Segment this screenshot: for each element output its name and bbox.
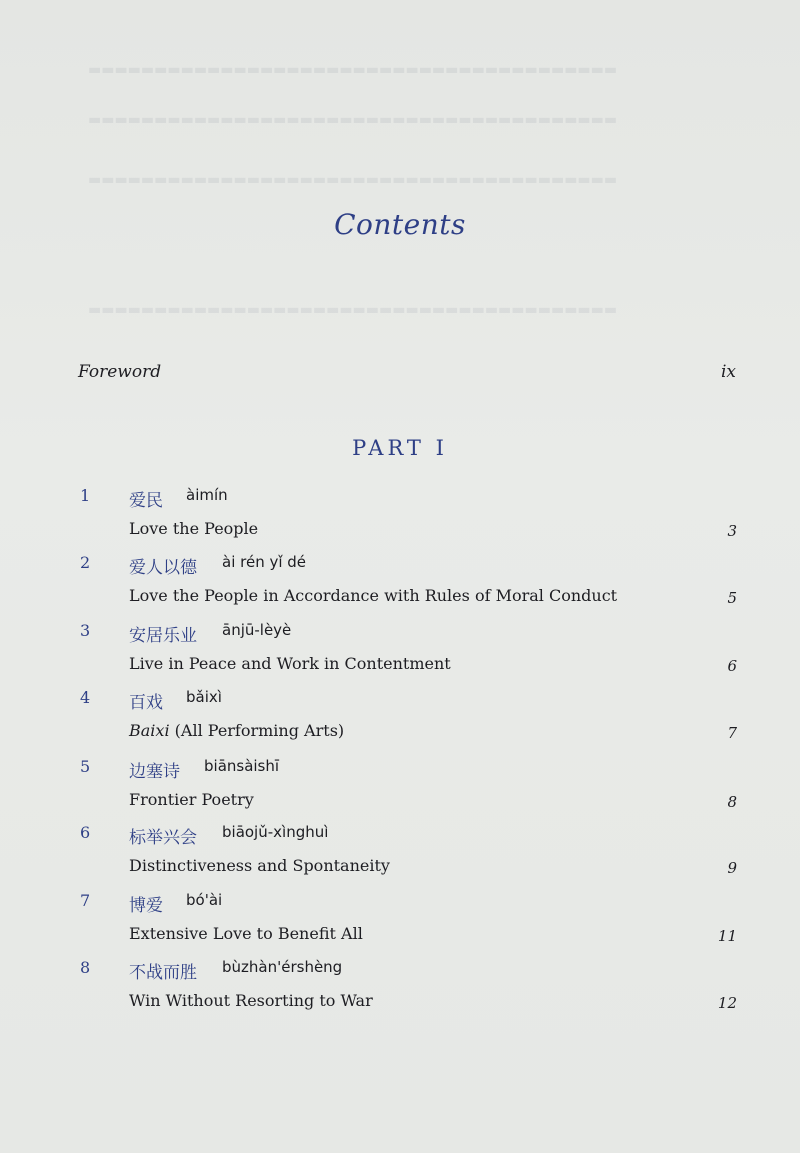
entry-number: 6 bbox=[80, 823, 91, 842]
show-through-text: ▬▬▬▬▬▬▬▬▬▬▬▬▬▬▬▬▬▬▬▬▬▬▬▬▬▬▬▬▬▬▬▬▬▬▬▬▬▬▬▬ bbox=[88, 302, 618, 318]
toc-entry[interactable] bbox=[0, 757, 800, 817]
show-through-text: ▬▬▬▬▬▬▬▬▬▬▬▬▬▬▬▬▬▬▬▬▬▬▬▬▬▬▬▬▬▬▬▬▬▬▬▬▬▬▬▬ bbox=[88, 112, 618, 128]
toc-entry[interactable] bbox=[0, 891, 800, 951]
entry-number: 4 bbox=[80, 688, 91, 707]
entry-english-text: Frontier Poetry bbox=[129, 790, 254, 809]
entry-page-number: 5 bbox=[727, 589, 737, 607]
entry-chinese: 安居乐业 bbox=[129, 626, 197, 646]
entry-english bbox=[129, 924, 363, 943]
page-title: Contents bbox=[334, 208, 466, 241]
entry-chinese: 标举兴会 bbox=[129, 828, 197, 848]
entry-page-number: 11 bbox=[717, 927, 737, 945]
entry-number: 8 bbox=[80, 958, 91, 977]
entry-page-number: 7 bbox=[727, 724, 737, 742]
entry-page-number: 9 bbox=[727, 859, 737, 877]
entry-pinyin: bǎixì bbox=[186, 688, 222, 706]
entry-english-text: Distinctiveness and Spontaneity bbox=[129, 856, 390, 875]
entry-page-number: 6 bbox=[727, 657, 737, 675]
entry-english bbox=[129, 654, 451, 673]
part-heading: PART I bbox=[352, 436, 448, 460]
entry-pinyin: àimín bbox=[186, 486, 228, 504]
entry-chinese: 爱人以德 bbox=[129, 558, 197, 578]
entry-chinese: 爱民 bbox=[129, 491, 163, 511]
entry-pinyin: biāojǔ-xìnghuì bbox=[222, 823, 329, 841]
entry-english bbox=[129, 856, 390, 875]
entry-chinese: 边塞诗 bbox=[129, 762, 180, 782]
toc-entry[interactable] bbox=[0, 553, 800, 613]
foreword-page-number: ix bbox=[720, 362, 736, 382]
entry-english bbox=[129, 586, 617, 605]
entry-english-text: Love the People in Accordance with Rules of Moral Conduct bbox=[129, 586, 618, 605]
entry-english-italic: Baixi bbox=[129, 721, 170, 740]
foreword-label[interactable]: Foreword bbox=[78, 362, 162, 382]
show-through-text: ▬▬▬▬▬▬▬▬▬▬▬▬▬▬▬▬▬▬▬▬▬▬▬▬▬▬▬▬▬▬▬▬▬▬▬▬▬▬▬▬ bbox=[88, 172, 618, 188]
entry-chinese: 博爱 bbox=[129, 896, 163, 916]
entry-english-text: Love the People bbox=[129, 519, 259, 538]
entry-chinese: 不战而胜 bbox=[129, 963, 197, 983]
toc-entry[interactable] bbox=[0, 688, 800, 748]
entry-chinese: 百戏 bbox=[129, 693, 163, 713]
show-through-text: ▬▬▬▬▬▬▬▬▬▬▬▬▬▬▬▬▬▬▬▬▬▬▬▬▬▬▬▬▬▬▬▬▬▬▬▬▬▬▬▬ bbox=[88, 62, 618, 78]
entry-english bbox=[129, 790, 254, 809]
entry-english bbox=[129, 519, 258, 538]
toc-entry[interactable] bbox=[0, 486, 800, 546]
entry-english bbox=[129, 991, 373, 1010]
entry-number: 1 bbox=[80, 486, 91, 505]
toc-entry[interactable] bbox=[0, 621, 800, 681]
entry-number: 2 bbox=[80, 553, 91, 572]
entry-number: 7 bbox=[80, 891, 91, 910]
entry-pinyin: bùzhàn'érshèng bbox=[222, 958, 343, 976]
entry-pinyin: bó'ài bbox=[186, 891, 223, 909]
toc-entry[interactable] bbox=[0, 958, 800, 1018]
entry-english-text: Extensive Love to Benefit All bbox=[129, 924, 363, 943]
entry-english-text: Live in Peace and Work in Contentment bbox=[129, 654, 451, 673]
entry-page-number: 3 bbox=[727, 522, 737, 540]
entry-english-text: Win Without Resorting to War bbox=[129, 991, 373, 1010]
entry-pinyin: ānjū-lèyè bbox=[222, 621, 292, 639]
entry-pinyin: ài rén yǐ dé bbox=[222, 553, 307, 571]
entry-english bbox=[129, 721, 344, 740]
entry-number: 3 bbox=[80, 621, 91, 640]
entry-pinyin: biānsàishī bbox=[204, 757, 280, 775]
entry-page-number: 12 bbox=[717, 994, 737, 1012]
entry-number: 5 bbox=[80, 757, 91, 776]
toc-entry[interactable] bbox=[0, 823, 800, 883]
entry-page-number: 8 bbox=[727, 793, 737, 811]
entry-english-text: (All Performing Arts) bbox=[169, 721, 345, 740]
